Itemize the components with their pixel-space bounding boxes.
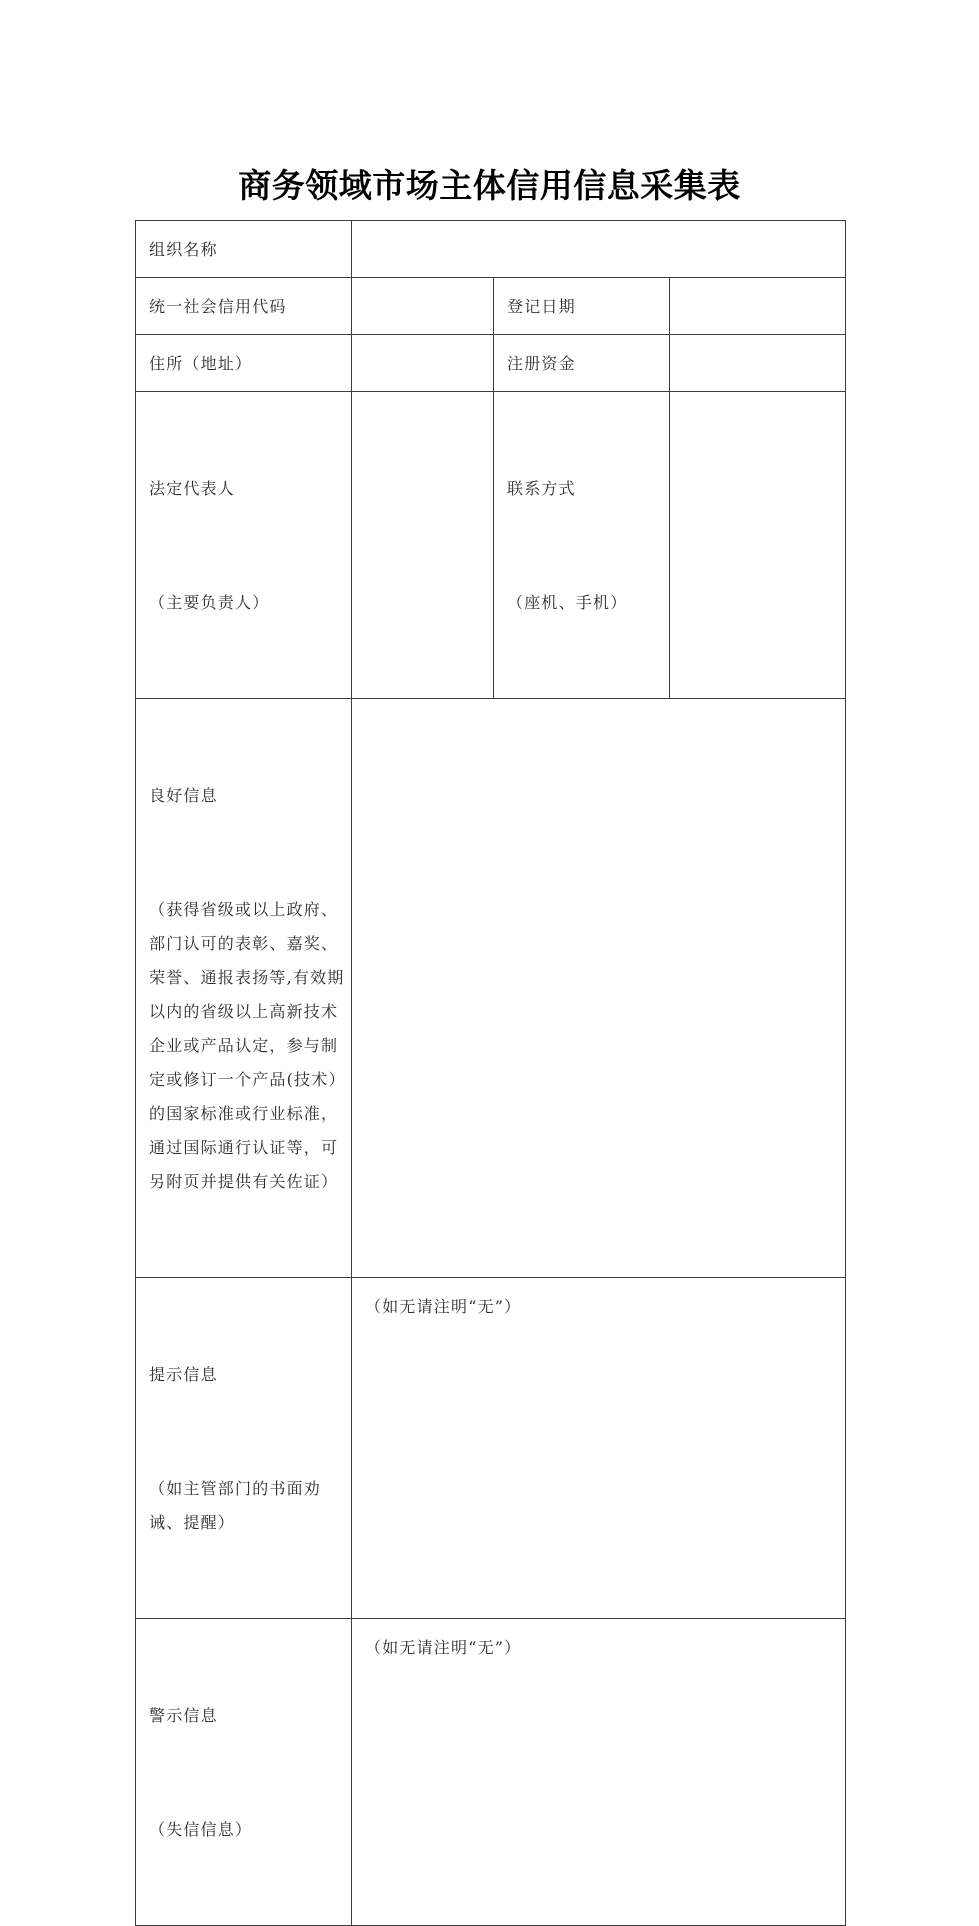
reminder-information-value[interactable]: （如无请注明“无”）: [365, 1297, 522, 1316]
cell-reminder-information-label: [136, 1278, 352, 1619]
table-row-organization-name: [136, 221, 846, 278]
good-information-label-body: （获得省级或以上政府、部门认可的表彰、嘉奖、荣誉、通报表扬等,有效期以内的省级以上高新技术企业或产品认定，参与制定或修订一个产品(技术）的国家标准或行业标准，通过国际通行认证等，可另附页并提供有关佐证）: [149, 900, 345, 1191]
credit-information-form-table: [135, 220, 846, 1926]
page-title: 商务领域市场主体信用信息采集表: [238, 166, 741, 205]
table-row-reminder-information: [136, 1278, 846, 1619]
address-label: 住所（地址）: [149, 354, 253, 373]
table-row-legal-representative: [136, 392, 846, 699]
good-information-label-title: 良好信息: [149, 786, 218, 805]
credit-code-label: 统一社会信用代码: [149, 297, 287, 316]
table-row-good-information: [136, 699, 846, 1278]
registration-date-label: 登记日期: [507, 297, 576, 316]
cell-contact-value[interactable]: [670, 392, 846, 699]
good-information-label: [136, 699, 351, 1277]
cell-good-information-value[interactable]: [352, 699, 846, 1278]
table-row-warning-information: [136, 1619, 846, 1926]
cell-address-label: [136, 335, 352, 392]
cell-registration-date-value[interactable]: [670, 278, 846, 335]
organization-name-label: 组织名称: [149, 240, 218, 259]
contact-label-line1: 联系方式: [507, 479, 576, 498]
cell-legal-representative-value[interactable]: [352, 392, 494, 699]
cell-good-information-label: [136, 699, 352, 1278]
cell-registered-capital-label: [494, 335, 670, 392]
table-row-credit-code: [136, 278, 846, 335]
contact-label: [494, 392, 669, 698]
cell-warning-information-value[interactable]: [352, 1619, 846, 1926]
cell-legal-representative-label: [136, 392, 352, 699]
cell-contact-label: [494, 392, 670, 699]
cell-organization-name-label: [136, 221, 352, 278]
cell-registration-date-label: [494, 278, 670, 335]
cell-credit-code-value[interactable]: [352, 278, 494, 335]
reminder-information-label-line1: 提示信息: [149, 1365, 218, 1384]
reminder-information-label-line2: （如主管部门的书面劝诫、提醒）: [149, 1479, 322, 1532]
reminder-information-label: [136, 1278, 351, 1618]
legal-representative-label-line1: 法定代表人: [149, 479, 236, 498]
contact-label-line2: （座机、手机）: [507, 593, 628, 612]
warning-information-label: [136, 1619, 351, 1925]
cell-warning-information-label: [136, 1619, 352, 1926]
cell-reminder-information-value[interactable]: [352, 1278, 846, 1619]
warning-information-label-line2: （失信信息）: [149, 1820, 253, 1839]
registered-capital-label: 注册资金: [507, 354, 576, 373]
cell-organization-name-value[interactable]: [352, 221, 846, 278]
cell-registered-capital-value[interactable]: [670, 335, 846, 392]
legal-representative-label: [136, 392, 351, 698]
cell-address-value[interactable]: [352, 335, 494, 392]
legal-representative-label-line2: （主要负责人）: [149, 593, 270, 612]
table-row-address: [136, 335, 846, 392]
cell-credit-code-label: [136, 278, 352, 335]
warning-information-label-line1: 警示信息: [149, 1706, 218, 1725]
warning-information-value[interactable]: （如无请注明“无”）: [365, 1638, 522, 1657]
